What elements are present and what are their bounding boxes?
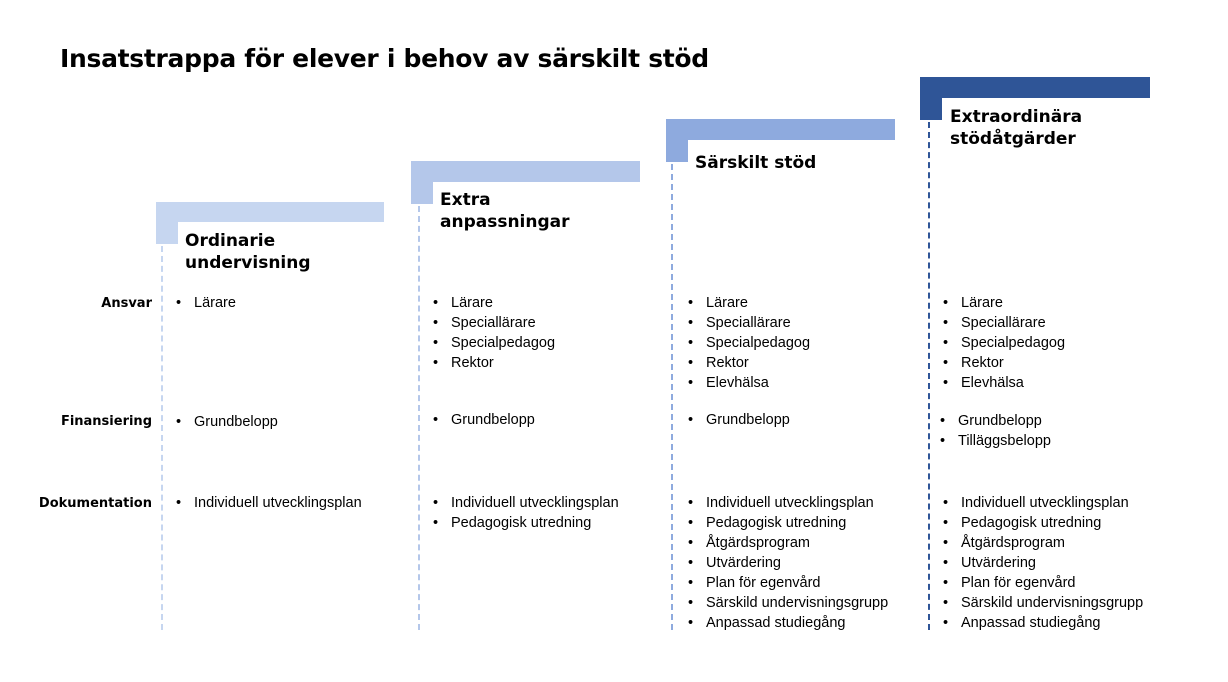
step-2-ansvar-list <box>433 293 555 373</box>
step-3-header-tab <box>666 140 688 162</box>
list-item: • Specialpedagog <box>433 333 555 353</box>
step-2-finansiering-list <box>433 410 535 430</box>
step-3-finansiering-list <box>688 410 790 430</box>
step-4-title-line1: Extraordinära <box>950 107 1083 127</box>
step-4-title-line2: stödåtgärder <box>950 129 1076 149</box>
step-3-title-line1: Särskilt stöd <box>695 153 817 173</box>
step-1-dashed-line <box>161 246 163 630</box>
step-3-dokumentation-list <box>688 493 888 633</box>
list-item: • Plan för egenvård <box>943 573 1143 593</box>
list-item: • Elevhälsa <box>943 373 1065 393</box>
list-item: • Specialpedagog <box>688 333 810 353</box>
row-label-dokumentation: Dokumentation <box>38 496 152 511</box>
row-label-finansiering: Finansiering <box>60 414 152 429</box>
list-item: • Grundbelopp <box>688 410 790 430</box>
step-2-header-bar <box>411 161 640 182</box>
step-4-title <box>950 106 1082 150</box>
row-label-ansvar: Ansvar <box>101 296 152 311</box>
list-item: • Rektor <box>688 353 810 373</box>
step-3-ansvar-list <box>688 293 810 393</box>
step-1-title-line2: undervisning <box>185 253 311 273</box>
list-item: • Pedagogisk utredning <box>943 513 1143 533</box>
step-1-ansvar-list <box>176 293 236 313</box>
step-1-finansiering-list <box>176 412 278 432</box>
list-item: • Individuell utvecklingsplan <box>176 493 362 513</box>
list-item: • Pedagogisk utredning <box>688 513 888 533</box>
step-4-finansiering-list <box>940 411 1051 451</box>
step-1-header-bar <box>156 202 384 222</box>
list-item: • Individuell utvecklingsplan <box>433 493 619 513</box>
list-item: • Specialpedagog <box>943 333 1065 353</box>
list-item: • Elevhälsa <box>688 373 810 393</box>
list-item: • Utvärdering <box>688 553 888 573</box>
list-item: • Tilläggsbelopp <box>940 431 1051 451</box>
list-item: • Rektor <box>943 353 1065 373</box>
step-1-dokumentation-list <box>176 493 362 513</box>
list-item: • Lärare <box>943 293 1065 313</box>
step-3-title <box>695 152 816 174</box>
step-3-dashed-line <box>671 164 673 630</box>
list-item: • Speciallärare <box>943 313 1065 333</box>
step-4-dashed-line <box>928 122 930 630</box>
list-item: • Särskild undervisningsgrupp <box>688 593 888 613</box>
step-1-header-tab <box>156 222 178 244</box>
step-1-title <box>185 230 311 274</box>
list-item: • Åtgärdsprogram <box>688 533 888 553</box>
list-item: • Grundbelopp <box>940 411 1051 431</box>
step-2-title-line2: anpassningar <box>440 212 570 232</box>
list-item: • Lärare <box>433 293 555 313</box>
list-item: • Plan för egenvård <box>688 573 888 593</box>
list-item: • Lärare <box>176 293 236 313</box>
list-item: • Individuell utvecklingsplan <box>688 493 888 513</box>
list-item: • Särskild undervisningsgrupp <box>943 593 1143 613</box>
step-2-title <box>440 189 570 233</box>
list-item: • Utvärdering <box>943 553 1143 573</box>
list-item: • Grundbelopp <box>433 410 535 430</box>
list-item: • Anpassad studiegång <box>688 613 888 633</box>
list-item: • Rektor <box>433 353 555 373</box>
step-2-dashed-line <box>418 206 420 630</box>
step-4-header-tab <box>920 98 942 120</box>
list-item: • Anpassad studiegång <box>943 613 1143 633</box>
step-2-header-tab <box>411 182 433 204</box>
list-item: • Åtgärdsprogram <box>943 533 1143 553</box>
step-4-header-bar <box>920 77 1150 98</box>
list-item: • Speciallärare <box>433 313 555 333</box>
step-1-title-line1: Ordinarie <box>185 231 276 251</box>
list-item: • Individuell utvecklingsplan <box>943 493 1143 513</box>
list-item: • Lärare <box>688 293 810 313</box>
step-2-dokumentation-list <box>433 493 619 533</box>
step-2-title-line1: Extra <box>440 190 491 210</box>
step-4-dokumentation-list <box>943 493 1143 633</box>
page-title: Insatstrappa för elever i behov av särskilt stöd <box>60 44 709 73</box>
step-4-ansvar-list <box>943 293 1065 393</box>
step-3-header-bar <box>666 119 895 140</box>
list-item: • Speciallärare <box>688 313 810 333</box>
list-item: • Pedagogisk utredning <box>433 513 619 533</box>
list-item: • Grundbelopp <box>176 412 278 432</box>
